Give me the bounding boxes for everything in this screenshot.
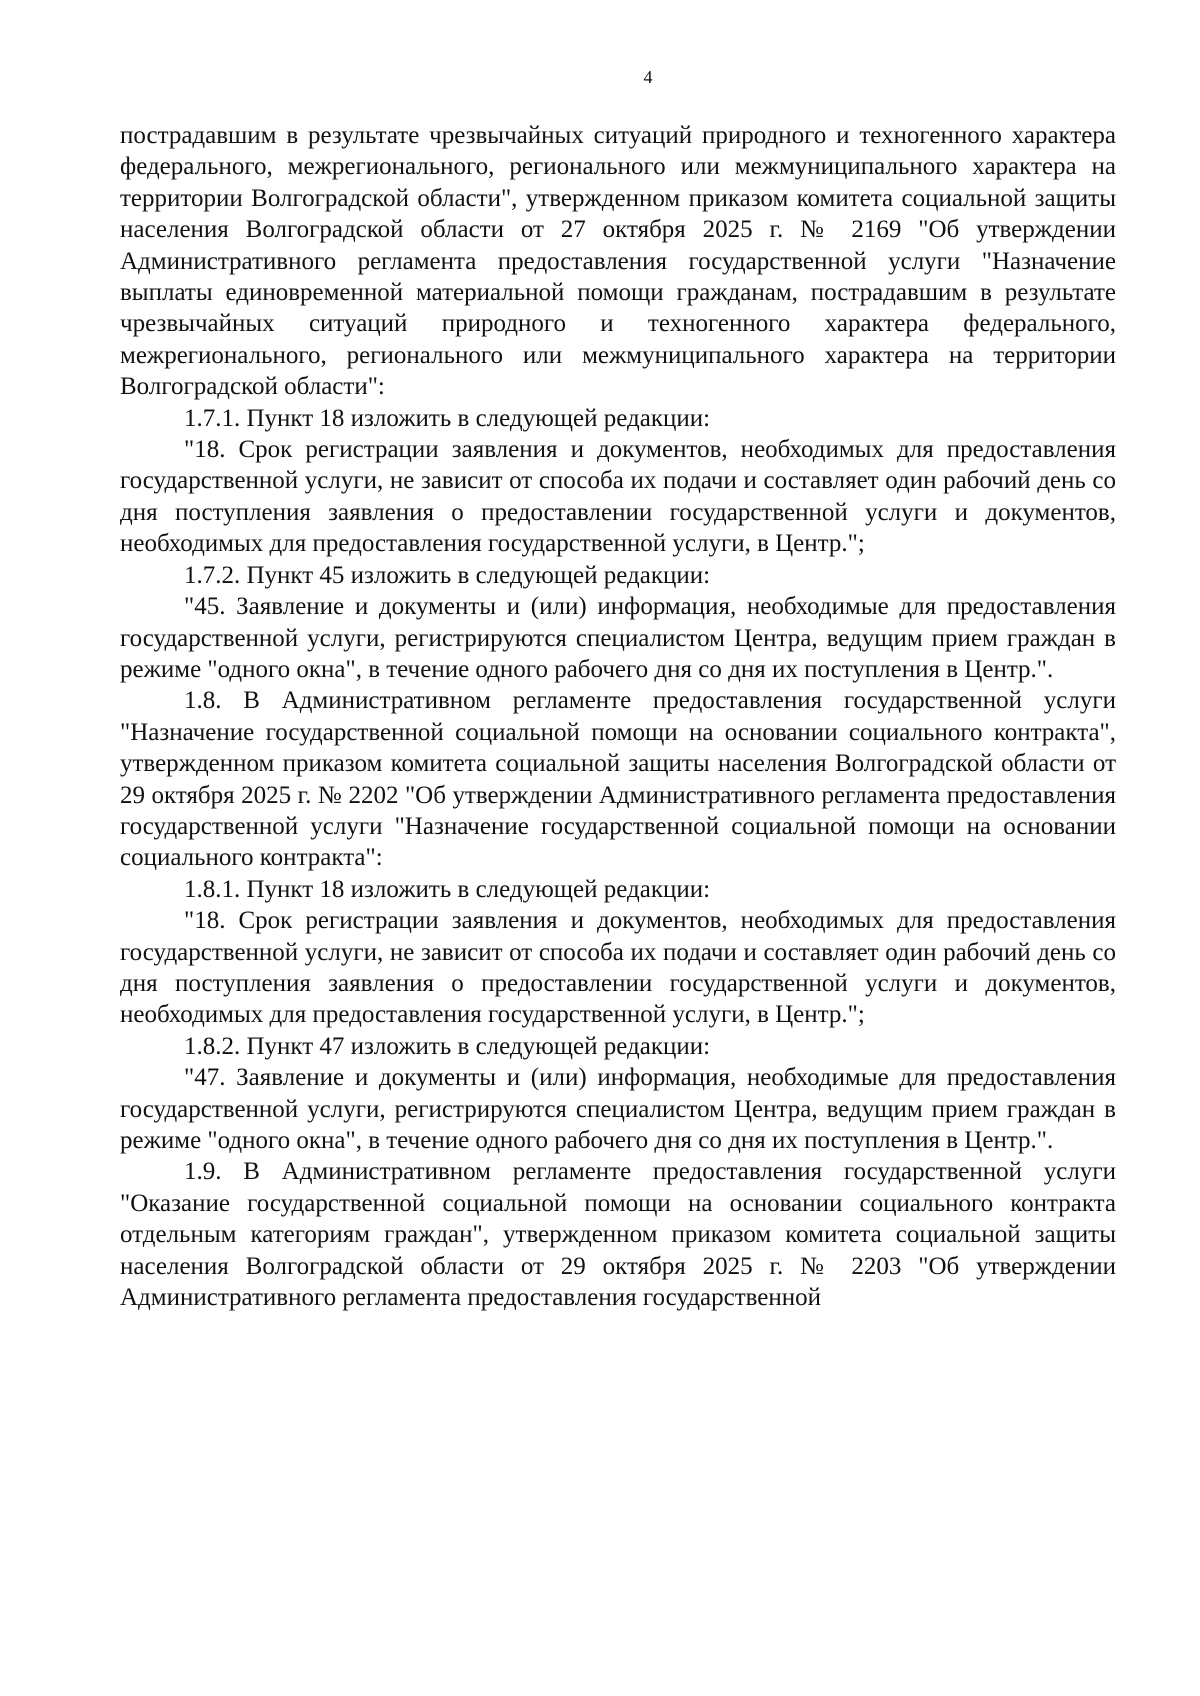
page-number: 4 [643, 67, 653, 87]
paragraph-point-47-quote: "47. Заявление и документы и (или) информация, необходимые для предоставления государственной услуги, регистрируются специалистом Центра, ведущим прием граждан в режиме "одного окна", в течение одного рабочего дня со дня их поступления в Центр.". [120, 1064, 1116, 1154]
paragraph-point-18-quote: "18. Срок регистрации заявления и документов, необходимых для предоставления государственной услуги, не зависит от способа их подачи и составляет один рабочий день со дня поступления заявления о предоставлении государственной услуги и документов, необходимых для предоставления государственной услуги, в Центр."; [120, 436, 1116, 558]
paragraph-point-18-quote-2: "18. Срок регистрации заявления и документов, необходимых для предоставления государственной услуги, не зависит от способа их подачи и составляет один рабочий день со дня поступления заявления о предоставлении государственной услуги и документов, необходимых для предоставления государственной услуги, в Центр."; [120, 907, 1116, 1029]
paragraph-1-7-1: 1.7.1. Пункт 18 изложить в следующей редакции: [184, 404, 711, 432]
paragraph-1-9: 1.9. В Административном регламенте предоставления государственной услуги "Оказание государственной социальной помощи на основании социального контракта отдельным категориям граждан", утвержденном приказом комитета социальной защиты населения Волгоградской области от 29 октября 2025 г. № 2203 "Об утверждении Административного регламента предоставления государственной [120, 1158, 1116, 1312]
paragraph-point-45-quote: "45. Заявление и документы и (или) информация, необходимые для предоставления государственной услуги, регистрируются специалистом Центра, ведущим прием граждан в режиме "одного окна", в течение одного рабочего дня со дня их поступления в Центр.". [120, 593, 1116, 683]
paragraph-1-8-1: 1.8.1. Пункт 18 изложить в следующей редакции: [184, 875, 711, 903]
paragraph-continuation: пострадавшим в результате чрезвычайных ситуаций природного и техногенного характера федерального, межрегионального, регионального или межмуниципального характера на территории Волгоградской области", утвержденном приказом комитета социальной защиты населения Волгоградской области от 27 октября 2025 г. № 2169 "Об утверждении Административного регламента предоставления государственной услуги "Назначение выплаты единовременной материальной помощи гражданам, пострадавшим в результате чрезвычайных ситуаций природного и техногенного характера федерального, межрегионального, регионального или межмуниципального характера на территории Волгоградской области": [120, 122, 1116, 401]
paragraph-1-7-2: 1.7.2. Пункт 45 изложить в следующей редакции: [184, 561, 711, 589]
paragraph-1-8: 1.8. В Административном регламенте предоставления государственной услуги "Назначение государственной социальной помощи на основании социального контракта", утвержденном приказом комитета социальной защиты населения Волгоградской области от 29 октября 2025 г. № 2202 "Об утверждении Административного регламента предоставления государственной услуги "Назначение государственной социальной помощи на основании социального контракта": [120, 687, 1116, 872]
paragraph-1-8-2: 1.8.2. Пункт 47 изложить в следующей редакции: [184, 1032, 711, 1060]
